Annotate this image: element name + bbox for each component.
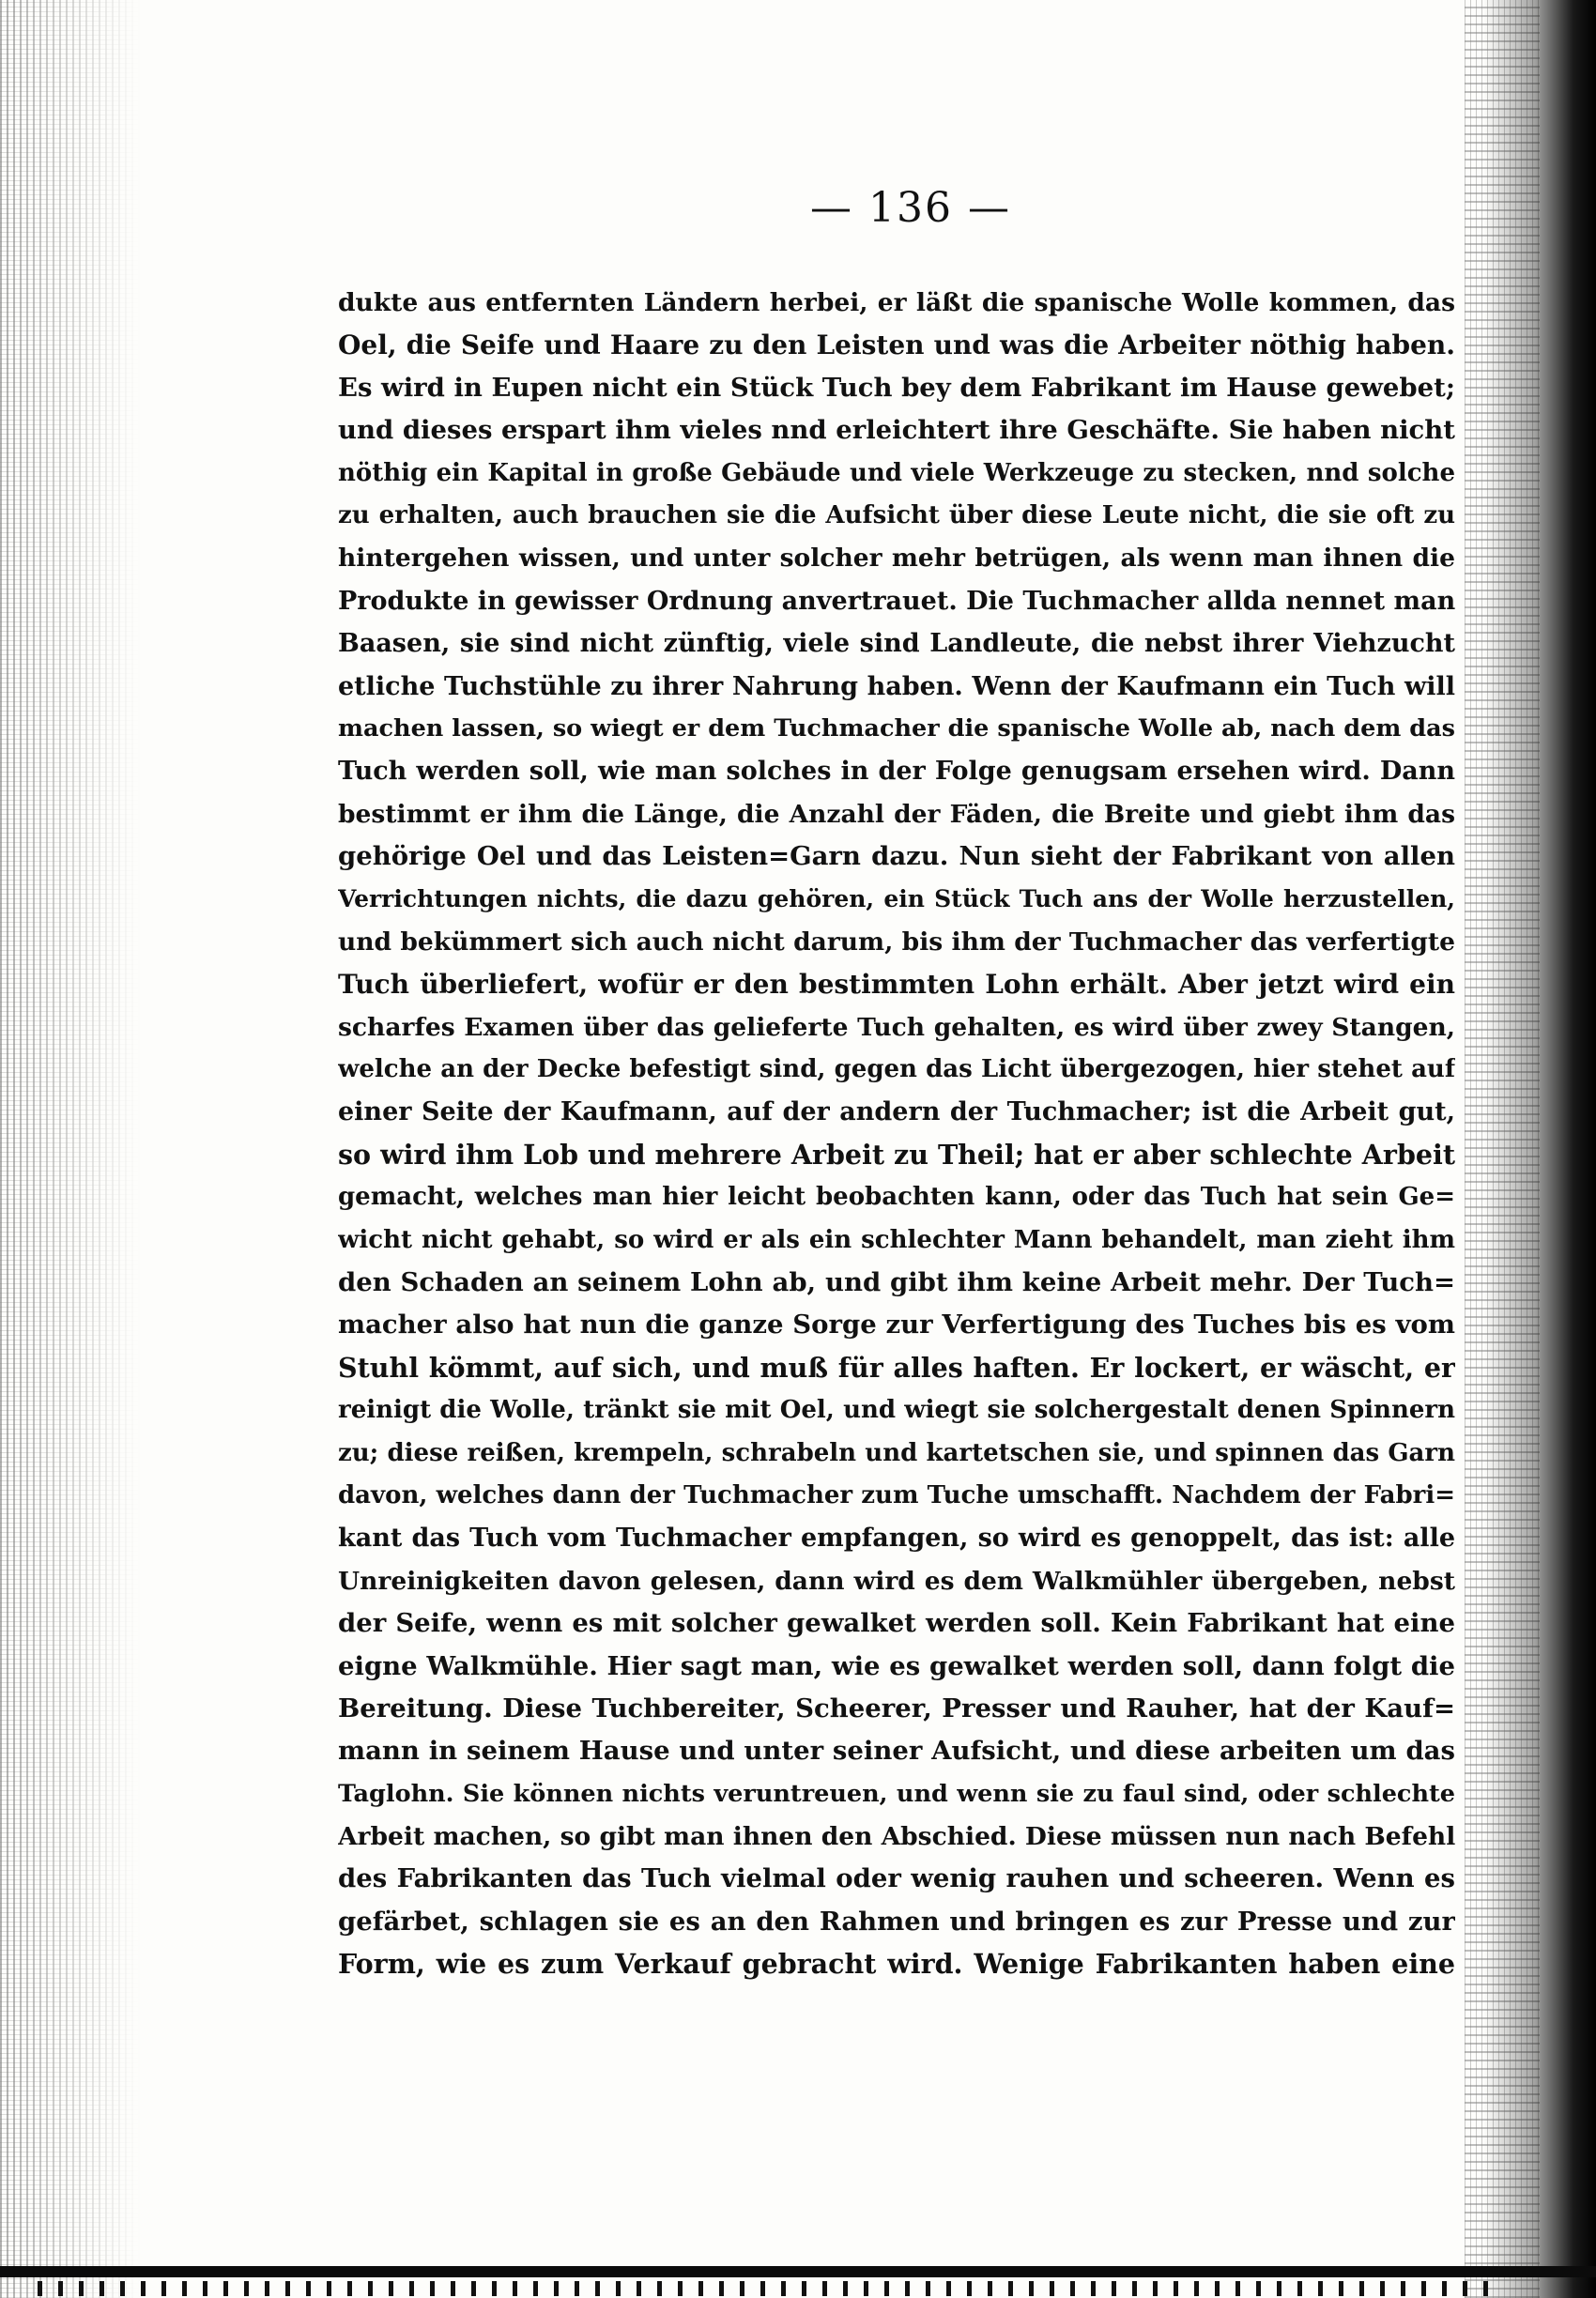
- scan-edge-right: [1483, 0, 1596, 2298]
- text-line: zu erhalten, auch brauchen sie die Aufsicht über diese Leute nicht, die sie oft zu: [338, 500, 1455, 529]
- text-line: den Schaden an seinem Lohn ab, und gibt ihm keine Arbeit mehr. Der Tuch=: [338, 1266, 1455, 1297]
- text-line: eigne Walkmühle. Hier sagt man, wie es gewalket werden soll, dann folgt die: [338, 1650, 1455, 1681]
- text-line: Produkte in gewisser Ordnung anvertrauet. Die Tuchmacher allda nennet man: [338, 586, 1455, 616]
- text-line: einer Seite der Kaufmann, auf der andern der Tuchmacher; ist die Arbeit gut,: [338, 1097, 1455, 1127]
- text-line: Arbeit machen, so gibt man ihnen den Abschied. Diese müssen nun nach Befehl: [338, 1822, 1455, 1852]
- text-line: dukte aus entfernten Ländern herbei, er läßt die spanische Wolle kommen, das: [338, 288, 1455, 317]
- text-line: etliche Tuchstühle zu ihrer Nahrung haben. Wenn der Kaufmann ein Tuch will: [338, 671, 1455, 701]
- scan-bottom-ticks: [38, 2281, 1502, 2296]
- text-line: Oel, die Seife und Haare zu den Leisten und was die Arbeiter nöthig haben.: [338, 329, 1455, 361]
- text-line: der Seife, wenn es mit solcher gewalket werden soll. Kein Fabrikant hat eine: [338, 1608, 1455, 1639]
- text-line: welche an der Decke befestigt sind, gegen das Licht übergezogen, hier stehet auf: [338, 1055, 1455, 1084]
- text-line: Tuch überliefert, wofür er den bestimmten Lohn erhält. Aber jetzt wird ein: [338, 969, 1455, 1001]
- text-line: des Fabrikanten das Tuch vielmal oder wenig rauhen und scheeren. Wenn es: [338, 1863, 1455, 1894]
- body-text: [338, 282, 1455, 1986]
- scan-bottom-border: [0, 2266, 1596, 2277]
- page-number: — 136 —: [810, 184, 1011, 232]
- text-line: scharfes Examen über das gelieferte Tuch gehalten, es wird über zwey Stangen,: [338, 1012, 1455, 1042]
- text-line: hintergehen wissen, und unter solcher mehr betrügen, als wenn man ihnen die: [338, 544, 1455, 574]
- text-line: bestimmt er ihm die Länge, die Anzahl der Fäden, die Breite und giebt ihm das: [338, 799, 1455, 829]
- text-line: Baasen, sie sind nicht zünftig, viele sind Landleute, die nebst ihrer Viehzucht: [338, 629, 1455, 659]
- text-line: Form, wie es zum Verkauf gebracht wird. Wenige Fabrikanten haben eine: [338, 1948, 1455, 1981]
- text-line: kant das Tuch vom Tuchmacher empfangen, so wird es genoppelt, das ist: alle: [338, 1524, 1455, 1554]
- text-line: und dieses erspart ihm vieles nnd erleichtert ihre Geschäfte. Sie haben nicht: [338, 415, 1455, 446]
- text-line: wicht nicht gehabt, so wird er als ein schlechter Mann behandelt, man zieht ihm: [338, 1225, 1455, 1254]
- text-line: und bekümmert sich auch nicht darum, bis ihm der Tuchmacher das verfertigte: [338, 927, 1455, 957]
- text-line: machen lassen, so wiegt er dem Tuchmacher die spanische Wolle ab, nach dem das: [338, 713, 1455, 743]
- text-line: macher also hat nun die ganze Sorge zur Verfertigung des Tuches bis es vom: [338, 1310, 1455, 1340]
- text-line: nöthig ein Kapital in große Gebäude und viele Werkzeuge zu stecken, nnd solche: [338, 458, 1455, 487]
- scan-edge-left: [0, 0, 141, 2298]
- text-line: mann in seinem Hause und unter seiner Aufsicht, und diese arbeiten um das: [338, 1736, 1455, 1767]
- text-line: Es wird in Eupen nicht ein Stück Tuch bey dem Fabrikant im Hause gewebet;: [338, 372, 1455, 403]
- text-line: gemacht, welches man hier leicht beobachten kann, oder das Tuch hat sein Ge=: [338, 1183, 1455, 1212]
- text-line: gehörige Oel und das Leisten=Garn dazu. Nun sieht der Fabrikant von allen: [338, 841, 1455, 872]
- text-line: zu; diese reißen, krempeln, schrabeln und kartetschen sie, und spinnen das Garn: [338, 1438, 1455, 1467]
- text-line: gefärbet, schlagen sie es an den Rahmen und bringen es zur Presse und zur: [338, 1906, 1455, 1937]
- text-line: so wird ihm Lob und mehrere Arbeit zu Theil; hat er aber schlechte Arbeit: [338, 1138, 1455, 1171]
- text-line: Taglohn. Sie können nichts veruntreuen, und wenn sie zu faul sind, oder schlechte: [338, 1779, 1455, 1808]
- text-line: Bereitung. Diese Tuchbereiter, Scheerer, Presser und Rauher, hat der Kauf=: [338, 1693, 1455, 1724]
- text-line: Unreinigkeiten davon gelesen, dann wird es dem Walkmühler übergeben, nebst: [338, 1566, 1455, 1596]
- text-line: davon, welches dann der Tuchmacher zum Tuche umschafft. Nachdem der Fabri=: [338, 1480, 1455, 1509]
- text-line: Tuch werden soll, wie man solches in der Folge genugsam ersehen wird. Dann: [338, 757, 1455, 787]
- text-line: reinigt die Wolle, tränkt sie mit Oel, und wiegt sie solchergestalt denen Spinnern: [338, 1396, 1455, 1425]
- text-line: Stuhl kömmt, auf sich, und muß für alles haften. Er lockert, er wäscht, er: [338, 1351, 1455, 1384]
- text-line: Verrichtungen nichts, die dazu gehören, ein Stück Tuch ans der Wolle herzustellen,: [338, 885, 1455, 913]
